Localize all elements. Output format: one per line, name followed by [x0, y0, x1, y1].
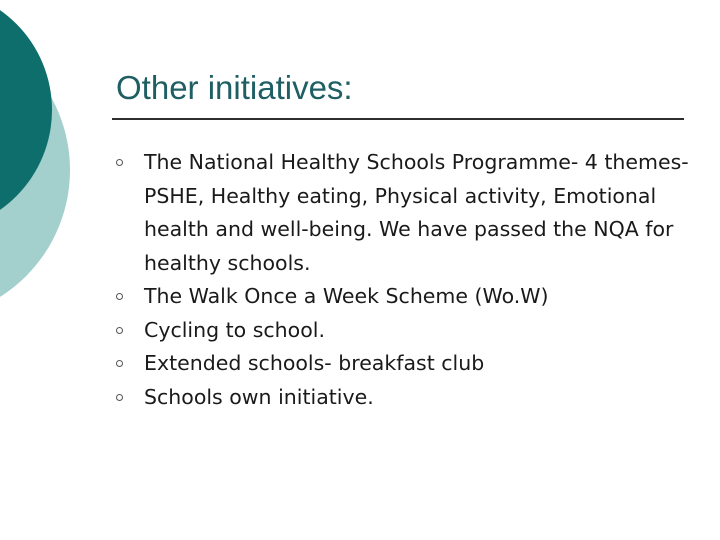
bullet-item: [112, 146, 692, 280]
bullet-text: The Walk Once a Week Scheme (Wo.W): [144, 284, 549, 308]
hollow-circle-bullet-icon: [116, 394, 123, 401]
bullet-text: The National Healthy Schools Programme- 4 themes- PSHE, Healthy eating, Physical activity, Emotional health and well-being. We have passed the NQA for healthy schools.: [144, 150, 689, 275]
bullet-item: [112, 280, 692, 314]
hollow-circle-bullet-icon: [116, 293, 123, 300]
hollow-circle-bullet-icon: [116, 159, 123, 166]
bullet-item: [112, 381, 692, 415]
title-divider: [112, 118, 684, 120]
bullet-item: [112, 347, 692, 381]
corner-decoration: [0, 0, 90, 300]
bullet-text: Extended schools- breakfast club: [144, 351, 485, 375]
bullet-text: Schools own initiative.: [144, 384, 374, 409]
slide-title: Other initiatives:: [116, 69, 353, 106]
hollow-circle-bullet-icon: [116, 360, 123, 367]
bullet-text: Cycling to school.: [144, 317, 325, 342]
bullet-list: [112, 146, 692, 414]
bullet-item: [112, 314, 692, 348]
hollow-circle-bullet-icon: [116, 327, 123, 334]
